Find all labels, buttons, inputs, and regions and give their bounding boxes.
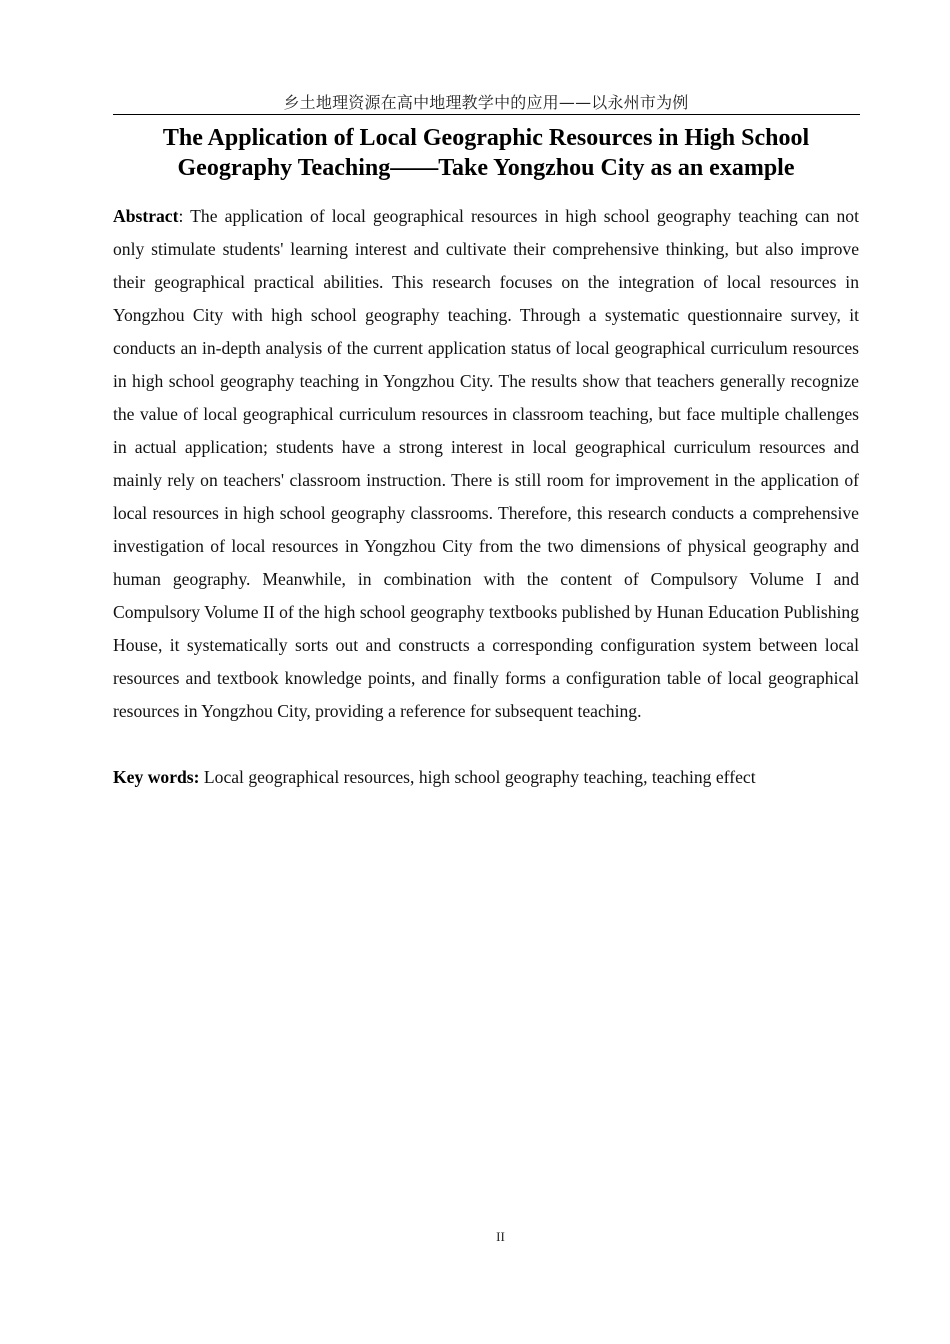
abstract-label: Abstract <box>113 206 179 226</box>
page-number: II <box>496 1229 505 1244</box>
running-header: 乡土地理资源在高中地理教学中的应用——以永州市为例 <box>283 93 689 112</box>
abstract-paragraph <box>113 200 859 728</box>
paper-title-line-1: The Application of Local Geographic Resources in High School <box>162 125 810 151</box>
header-rule <box>113 114 860 115</box>
keywords-paragraph <box>113 761 859 794</box>
keywords-text: Local geographical resources, high school geography teaching, teaching effect <box>199 767 756 787</box>
paper-title <box>113 123 859 183</box>
paper-title-line-2: Geography Teaching——Take Yongzhou City as an example <box>177 155 795 181</box>
abstract-text: : The application of local geographical resources in high school geography teaching can not only stimulate students' learning interest and cultivate their comprehensive thinking, but also improve their geographical practical abilities. This research focuses on the integration of local resources in Yongzhou City with high school geography teaching. Through a systematic questionnaire survey, it conducts an in-depth analysis of the current application status of local geographical curriculum resources in high school geography teaching in Yongzhou City. The results show that teachers generally recognize the value of local geographical curriculum resources in classroom teaching, but face multiple challenges in actual application; students have a strong interest in local geographical curriculum resources and mainly rely on teachers' classroom instruction. There is still room for improvement in the application of local resources in high school geography classrooms. Therefore, this research conducts a comprehensive investigation of local resources in Yongzhou City from the two dimensions of physical geography and human geography. Meanwhile, in combination with the content of Compulsory Volume I and Compulsory Volume II of the high school geography textbooks published by Hunan Education Publishing House, it systematically sorts out and constructs a corresponding configuration system between local resources and textbook knowledge points, and finally forms a configuration table of local geographical resources in Yongzhou City, providing a reference for subsequent teaching. <box>113 206 859 721</box>
keywords-label: Key words: <box>113 767 200 787</box>
